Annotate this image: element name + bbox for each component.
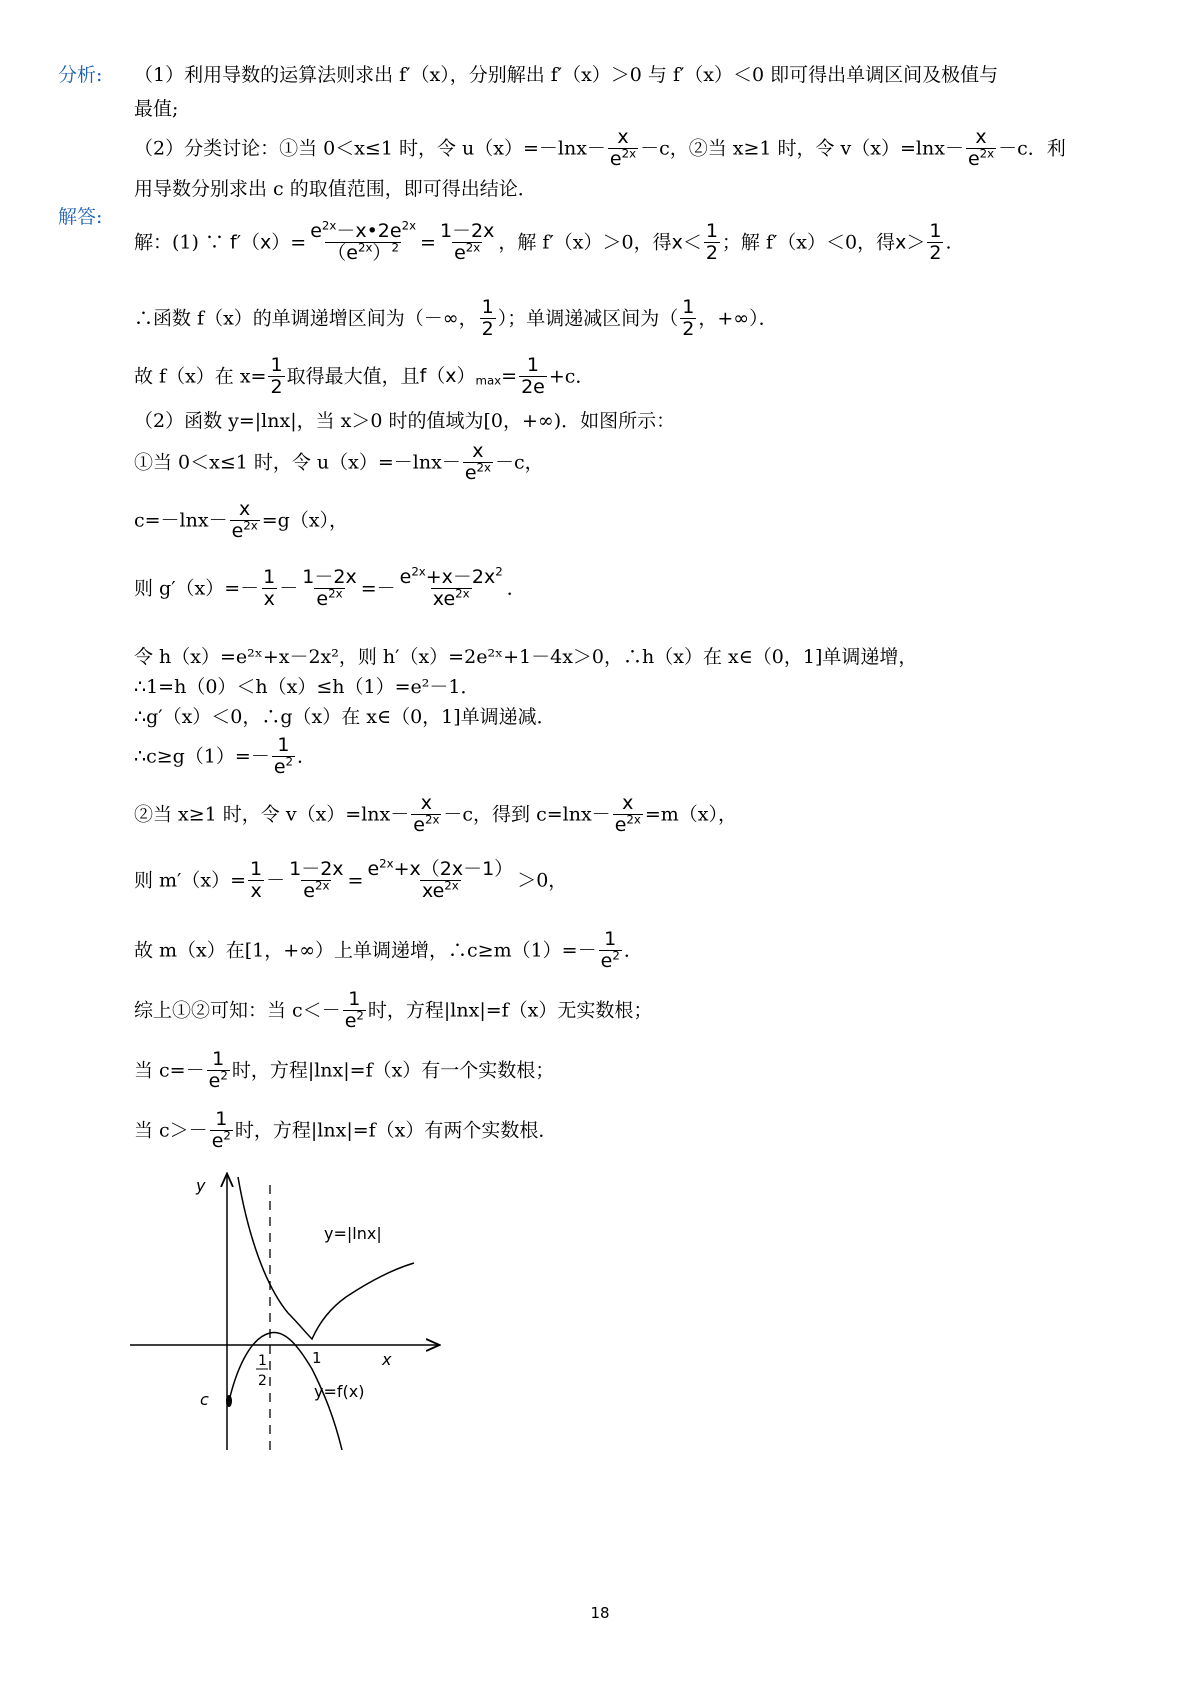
curve-abs-lnx-label: y=|lnx| <box>324 1224 382 1243</box>
curve-fx-label: y=f(x) <box>314 1382 365 1401</box>
answer-label: 解答: <box>58 206 103 228</box>
point-c <box>226 1395 232 1407</box>
analysis-line-4: 用导数分别求出 c 的取值范围，即可得出结论． <box>134 178 537 200</box>
tick-one: 1 <box>312 1349 322 1367</box>
answer-line-11: ∴c≥g（1）=－ $\frac{1}{e^2}$ ． <box>134 734 317 778</box>
answer-line-13: 则 m′（x）= $\frac{1}{x}$ － $\frac{1-2x}{e^{2x}}$ = $\frac{e^{2x}+x(2x-1)}{xe^{2x}}$ ＞0， <box>134 856 568 902</box>
answer-line-1: 解：(1) ∵ f′（x）= $\frac{e^{2x}-x•2e^{2x}}{(e^{2x})^2}$ = $\frac{1-2x}{e^{2x}}$ ，解 f′（x）＞0，得x＜ $\frac{1}{2}$ ；解 f′（x）＜0，得x＞ $\frac{1}{2}$ . <box>134 218 952 264</box>
answer-line-6: c=－lnx－ $\frac{x}{e^{2x}}$ =g（x）， <box>134 498 349 542</box>
answer-line-7: 则 g′（x）=－ $\frac{1}{x}$ － $\frac{1-2x}{e^{2x}}$ =－ $\frac{e^{2x}+x-2x^2}{xe^{2x}}$ ． <box>134 564 526 610</box>
analysis-line-3: （2）分类讨论：①当 0＜x≤1 时，令 u（x）=－lnx－ $\frac{x}{e^{2x}}$ －c，②当 x≥1 时，令 v（x）=lnx－ $\frac{x}{e^{2x}}$ －c．利 <box>134 126 1066 170</box>
point-c-label: c <box>200 1390 209 1409</box>
curve-abs-lnx <box>238 1177 414 1339</box>
answer-line-4: （2）函数 y=|lnx|，当 x＞0 时的值域为[0，+∞)．如图所示： <box>134 410 676 432</box>
answer-line-14: 故 m（x）在[1，+∞）上单调递增，∴c≥m（1）=－ $\frac{1}{e^2}$ ． <box>134 928 643 972</box>
answer-line-15: 综上①②可知：当 c＜－ $\frac{1}{e^2}$ 时，方程|lnx|=f（x）无实数根； <box>134 988 653 1032</box>
answer-line-12: ②当 x≥1 时，令 v（x）=lnx－ $\frac{x}{e^{2x}}$ －c，得到 c=lnx－ $\frac{x}{e^{2x}}$ =m（x）， <box>134 792 737 836</box>
answer-line-8: 令 h（x）=e²ˣ+x－2x²，则 h′（x）=2e²ˣ+1－4x＞0，∴h（x）在 x∈（0，1]单调递增， <box>134 646 918 668</box>
answer-line-10: ∴g′（x）＜0，∴g（x）在 x∈（0，1]单调递减． <box>134 706 556 728</box>
tick-half-num: 1 <box>258 1353 267 1369</box>
analysis-label: 分析: <box>58 64 103 86</box>
x-axis-label: x <box>382 1350 392 1369</box>
page-number: 18 <box>590 1604 610 1622</box>
answer-line-2: ∴函数 f（x）的单调递增区间为（－∞， $\frac{1}{2}$ ）；单调递减区间为（ $\frac{1}{2}$ ，+∞）． <box>134 296 778 340</box>
answer-line-9: ∴1=h（0）＜h（x）≤h（1）=e²－1． <box>134 676 480 698</box>
answer-line-16: 当 c=－ $\frac{1}{e^2}$ 时，方程|lnx|=f（x）有一个实数根； <box>134 1048 555 1092</box>
function-graph <box>120 1165 450 1455</box>
analysis-line-1: （1）利用导数的运算法则求出 f′（x），分别解出 f′（x）＞0 与 f′（x）＜0 即可得出单调区间及极值与 <box>134 64 999 86</box>
y-axis-label: y <box>196 1176 206 1195</box>
answer-line-3: 故 f（x）在 x= $\frac{1}{2}$ 取得最大值，且$f(x)_{max}=$ $\frac{1}{2e}$ +c． <box>134 354 595 398</box>
answer-line-5: ①当 0＜x≤1 时，令 u（x）=－lnx－ $\frac{x}{e^{2x}}$ －c， <box>134 440 544 484</box>
analysis-line-2: 最值; <box>134 98 179 120</box>
answer-line-17: 当 c＞－ $\frac{1}{e^2}$ 时，方程|lnx|=f（x）有两个实数根． <box>134 1108 558 1152</box>
tick-half-den: 2 <box>258 1373 267 1389</box>
